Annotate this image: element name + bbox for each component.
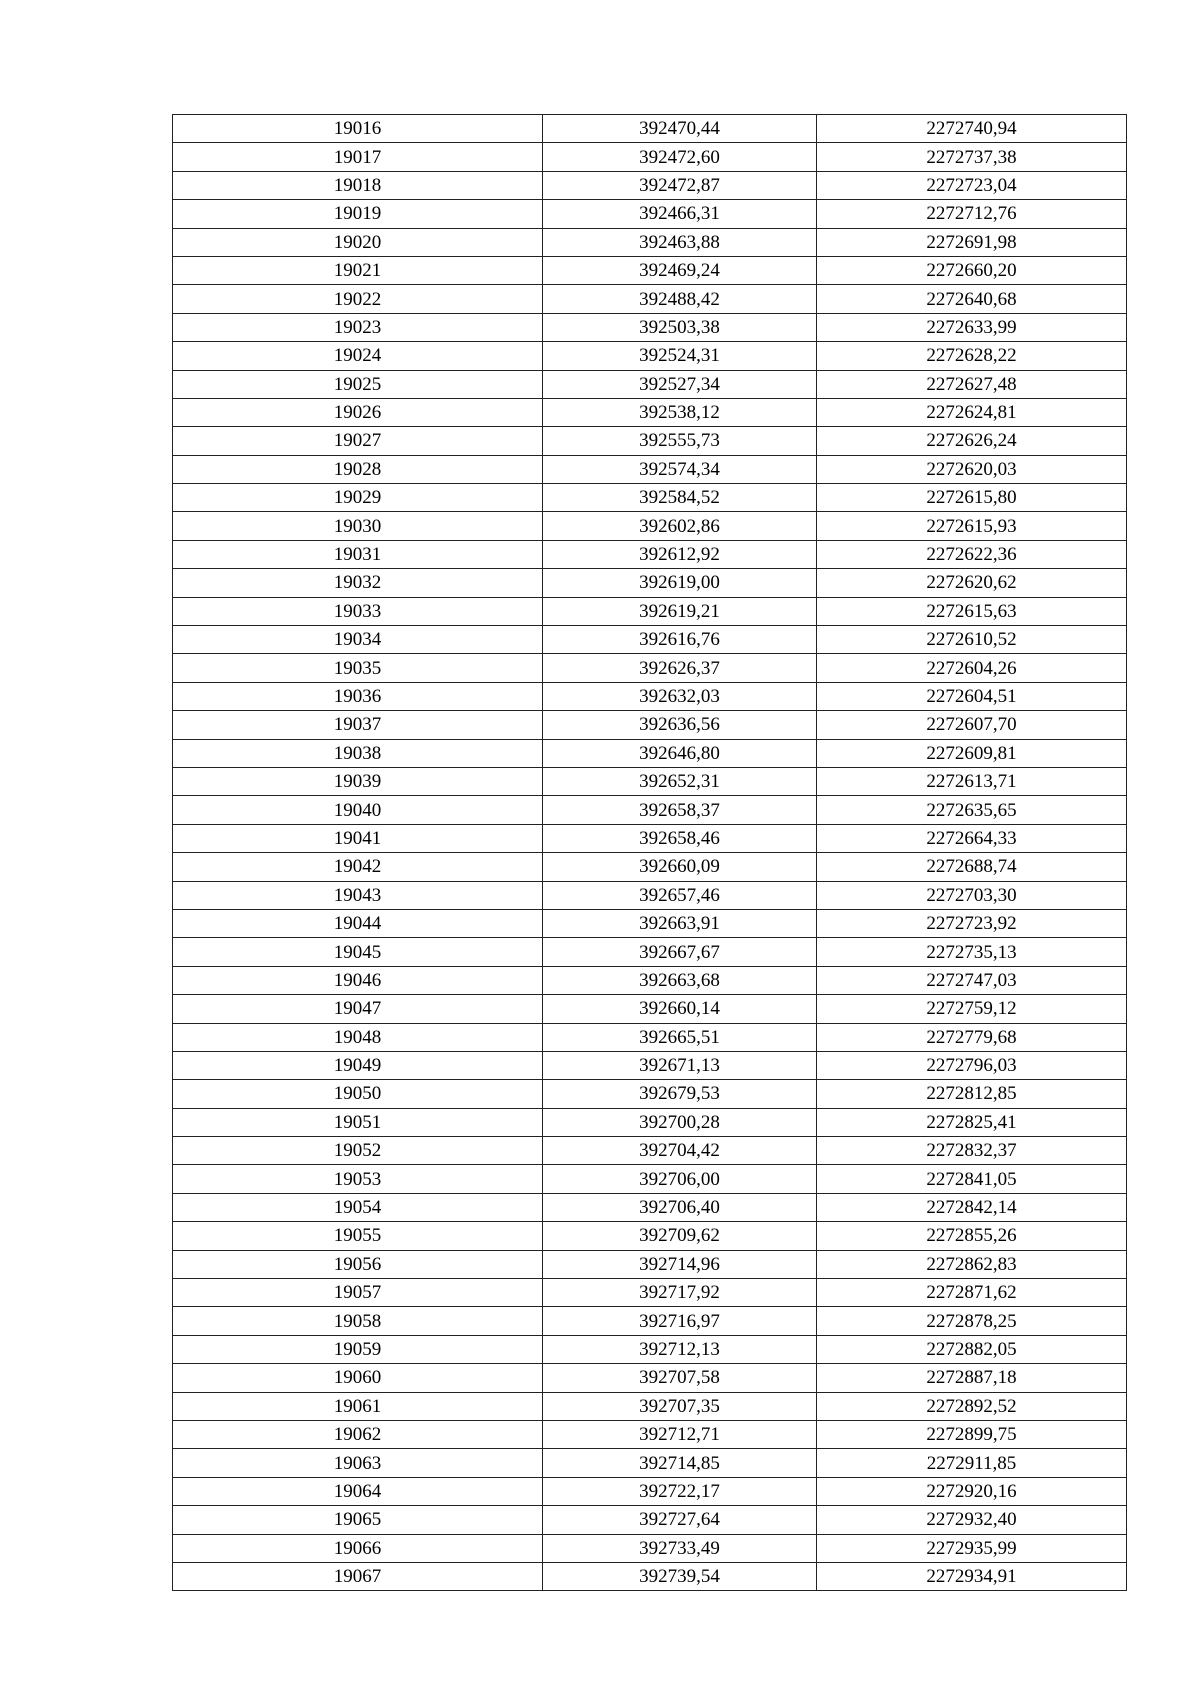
point-number-cell: 19026 xyxy=(173,398,543,426)
table-row xyxy=(173,1137,1127,1165)
table-row xyxy=(173,398,1127,426)
y-coordinate-cell: 2272796,03 xyxy=(817,1051,1127,1079)
y-coordinate-cell: 2272920,16 xyxy=(817,1477,1127,1505)
y-coordinate-cell: 2272624,81 xyxy=(817,398,1127,426)
point-number-cell: 19043 xyxy=(173,881,543,909)
point-number-cell: 19061 xyxy=(173,1392,543,1420)
y-coordinate-cell: 2272899,75 xyxy=(817,1420,1127,1448)
table-row xyxy=(173,909,1127,937)
y-coordinate-cell: 2272871,62 xyxy=(817,1279,1127,1307)
point-number-cell: 19016 xyxy=(173,115,543,143)
y-coordinate-cell: 2272628,22 xyxy=(817,342,1127,370)
point-number-cell: 19062 xyxy=(173,1420,543,1448)
point-number-cell: 19045 xyxy=(173,938,543,966)
x-coordinate-cell: 392503,38 xyxy=(543,313,817,341)
y-coordinate-cell: 2272934,91 xyxy=(817,1562,1127,1590)
table-row xyxy=(173,966,1127,994)
y-coordinate-cell: 2272615,80 xyxy=(817,484,1127,512)
x-coordinate-cell: 392714,85 xyxy=(543,1449,817,1477)
table-row xyxy=(173,767,1127,795)
x-coordinate-cell: 392716,97 xyxy=(543,1307,817,1335)
x-coordinate-cell: 392472,87 xyxy=(543,171,817,199)
table-row xyxy=(173,455,1127,483)
point-number-cell: 19053 xyxy=(173,1165,543,1193)
x-coordinate-cell: 392679,53 xyxy=(543,1080,817,1108)
table-row xyxy=(173,1250,1127,1278)
x-coordinate-cell: 392616,76 xyxy=(543,626,817,654)
x-coordinate-cell: 392727,64 xyxy=(543,1506,817,1534)
point-number-cell: 19051 xyxy=(173,1108,543,1136)
y-coordinate-cell: 2272842,14 xyxy=(817,1193,1127,1221)
x-coordinate-cell: 392712,13 xyxy=(543,1335,817,1363)
point-number-cell: 19023 xyxy=(173,313,543,341)
table-row xyxy=(173,853,1127,881)
x-coordinate-cell: 392660,09 xyxy=(543,853,817,881)
x-coordinate-cell: 392717,92 xyxy=(543,1279,817,1307)
x-coordinate-cell: 392619,21 xyxy=(543,597,817,625)
y-coordinate-cell: 2272688,74 xyxy=(817,853,1127,881)
y-coordinate-cell: 2272759,12 xyxy=(817,995,1127,1023)
table-row xyxy=(173,115,1127,143)
table-row xyxy=(173,739,1127,767)
y-coordinate-cell: 2272626,24 xyxy=(817,427,1127,455)
point-number-cell: 19067 xyxy=(173,1562,543,1590)
x-coordinate-cell: 392660,14 xyxy=(543,995,817,1023)
point-number-cell: 19048 xyxy=(173,1023,543,1051)
coordinates-table xyxy=(172,114,1127,1591)
point-number-cell: 19029 xyxy=(173,484,543,512)
y-coordinate-cell: 2272620,03 xyxy=(817,455,1127,483)
y-coordinate-cell: 2272604,26 xyxy=(817,654,1127,682)
table-row xyxy=(173,824,1127,852)
x-coordinate-cell: 392658,46 xyxy=(543,824,817,852)
x-coordinate-cell: 392538,12 xyxy=(543,398,817,426)
table-row xyxy=(173,1477,1127,1505)
point-number-cell: 19036 xyxy=(173,682,543,710)
x-coordinate-cell: 392700,28 xyxy=(543,1108,817,1136)
table-row xyxy=(173,995,1127,1023)
table-row xyxy=(173,484,1127,512)
point-number-cell: 19027 xyxy=(173,427,543,455)
table-row xyxy=(173,1023,1127,1051)
point-number-cell: 19064 xyxy=(173,1477,543,1505)
table-row xyxy=(173,1364,1127,1392)
x-coordinate-cell: 392469,24 xyxy=(543,256,817,284)
y-coordinate-cell: 2272723,04 xyxy=(817,171,1127,199)
point-number-cell: 19020 xyxy=(173,228,543,256)
x-coordinate-cell: 392714,96 xyxy=(543,1250,817,1278)
y-coordinate-cell: 2272892,52 xyxy=(817,1392,1127,1420)
y-coordinate-cell: 2272878,25 xyxy=(817,1307,1127,1335)
x-coordinate-cell: 392671,13 xyxy=(543,1051,817,1079)
point-number-cell: 19030 xyxy=(173,512,543,540)
point-number-cell: 19031 xyxy=(173,540,543,568)
y-coordinate-cell: 2272620,62 xyxy=(817,569,1127,597)
table-row xyxy=(173,256,1127,284)
point-number-cell: 19019 xyxy=(173,200,543,228)
table-row xyxy=(173,1307,1127,1335)
point-number-cell: 19034 xyxy=(173,626,543,654)
table-row xyxy=(173,1506,1127,1534)
table-row xyxy=(173,1193,1127,1221)
table-row xyxy=(173,313,1127,341)
y-coordinate-cell: 2272691,98 xyxy=(817,228,1127,256)
table-row xyxy=(173,342,1127,370)
x-coordinate-cell: 392626,37 xyxy=(543,654,817,682)
y-coordinate-cell: 2272615,63 xyxy=(817,597,1127,625)
point-number-cell: 19042 xyxy=(173,853,543,881)
y-coordinate-cell: 2272855,26 xyxy=(817,1222,1127,1250)
y-coordinate-cell: 2272703,30 xyxy=(817,881,1127,909)
x-coordinate-cell: 392739,54 xyxy=(543,1562,817,1590)
point-number-cell: 19037 xyxy=(173,711,543,739)
y-coordinate-cell: 2272887,18 xyxy=(817,1364,1127,1392)
point-number-cell: 19022 xyxy=(173,285,543,313)
x-coordinate-cell: 392667,67 xyxy=(543,938,817,966)
table-row xyxy=(173,1279,1127,1307)
table-row xyxy=(173,285,1127,313)
x-coordinate-cell: 392584,52 xyxy=(543,484,817,512)
y-coordinate-cell: 2272635,65 xyxy=(817,796,1127,824)
table-row xyxy=(173,1051,1127,1079)
y-coordinate-cell: 2272735,13 xyxy=(817,938,1127,966)
y-coordinate-cell: 2272911,85 xyxy=(817,1449,1127,1477)
point-number-cell: 19060 xyxy=(173,1364,543,1392)
x-coordinate-cell: 392524,31 xyxy=(543,342,817,370)
y-coordinate-cell: 2272935,99 xyxy=(817,1534,1127,1562)
point-number-cell: 19035 xyxy=(173,654,543,682)
y-coordinate-cell: 2272640,68 xyxy=(817,285,1127,313)
y-coordinate-cell: 2272723,92 xyxy=(817,909,1127,937)
point-number-cell: 19046 xyxy=(173,966,543,994)
table-row xyxy=(173,796,1127,824)
y-coordinate-cell: 2272737,38 xyxy=(817,143,1127,171)
table-row xyxy=(173,1534,1127,1562)
point-number-cell: 19054 xyxy=(173,1193,543,1221)
table-row xyxy=(173,626,1127,654)
point-number-cell: 19047 xyxy=(173,995,543,1023)
coordinates-table-body xyxy=(173,115,1127,1591)
x-coordinate-cell: 392466,31 xyxy=(543,200,817,228)
point-number-cell: 19052 xyxy=(173,1137,543,1165)
x-coordinate-cell: 392555,73 xyxy=(543,427,817,455)
point-number-cell: 19056 xyxy=(173,1250,543,1278)
x-coordinate-cell: 392472,60 xyxy=(543,143,817,171)
x-coordinate-cell: 392709,62 xyxy=(543,1222,817,1250)
x-coordinate-cell: 392712,71 xyxy=(543,1420,817,1448)
y-coordinate-cell: 2272740,94 xyxy=(817,115,1127,143)
table-row xyxy=(173,654,1127,682)
x-coordinate-cell: 392722,17 xyxy=(543,1477,817,1505)
point-number-cell: 19055 xyxy=(173,1222,543,1250)
point-number-cell: 19033 xyxy=(173,597,543,625)
y-coordinate-cell: 2272615,93 xyxy=(817,512,1127,540)
x-coordinate-cell: 392470,44 xyxy=(543,115,817,143)
x-coordinate-cell: 392663,68 xyxy=(543,966,817,994)
point-number-cell: 19063 xyxy=(173,1449,543,1477)
x-coordinate-cell: 392706,40 xyxy=(543,1193,817,1221)
point-number-cell: 19057 xyxy=(173,1279,543,1307)
y-coordinate-cell: 2272604,51 xyxy=(817,682,1127,710)
table-row xyxy=(173,370,1127,398)
table-row xyxy=(173,597,1127,625)
x-coordinate-cell: 392612,92 xyxy=(543,540,817,568)
point-number-cell: 19039 xyxy=(173,767,543,795)
y-coordinate-cell: 2272622,36 xyxy=(817,540,1127,568)
y-coordinate-cell: 2272812,85 xyxy=(817,1080,1127,1108)
table-row xyxy=(173,143,1127,171)
y-coordinate-cell: 2272832,37 xyxy=(817,1137,1127,1165)
table-row xyxy=(173,1165,1127,1193)
y-coordinate-cell: 2272664,33 xyxy=(817,824,1127,852)
y-coordinate-cell: 2272862,83 xyxy=(817,1250,1127,1278)
x-coordinate-cell: 392658,37 xyxy=(543,796,817,824)
x-coordinate-cell: 392657,46 xyxy=(543,881,817,909)
x-coordinate-cell: 392527,34 xyxy=(543,370,817,398)
x-coordinate-cell: 392652,31 xyxy=(543,767,817,795)
point-number-cell: 19041 xyxy=(173,824,543,852)
point-number-cell: 19049 xyxy=(173,1051,543,1079)
table-row xyxy=(173,938,1127,966)
point-number-cell: 19032 xyxy=(173,569,543,597)
point-number-cell: 19018 xyxy=(173,171,543,199)
x-coordinate-cell: 392704,42 xyxy=(543,1137,817,1165)
y-coordinate-cell: 2272627,48 xyxy=(817,370,1127,398)
y-coordinate-cell: 2272747,03 xyxy=(817,966,1127,994)
table-row xyxy=(173,200,1127,228)
y-coordinate-cell: 2272633,99 xyxy=(817,313,1127,341)
x-coordinate-cell: 392706,00 xyxy=(543,1165,817,1193)
table-row xyxy=(173,540,1127,568)
point-number-cell: 19028 xyxy=(173,455,543,483)
table-row xyxy=(173,1335,1127,1363)
point-number-cell: 19040 xyxy=(173,796,543,824)
table-row xyxy=(173,711,1127,739)
table-row xyxy=(173,512,1127,540)
x-coordinate-cell: 392602,86 xyxy=(543,512,817,540)
x-coordinate-cell: 392619,00 xyxy=(543,569,817,597)
x-coordinate-cell: 392463,88 xyxy=(543,228,817,256)
x-coordinate-cell: 392636,56 xyxy=(543,711,817,739)
x-coordinate-cell: 392707,35 xyxy=(543,1392,817,1420)
y-coordinate-cell: 2272825,41 xyxy=(817,1108,1127,1136)
table-row xyxy=(173,1420,1127,1448)
x-coordinate-cell: 392707,58 xyxy=(543,1364,817,1392)
point-number-cell: 19025 xyxy=(173,370,543,398)
point-number-cell: 19050 xyxy=(173,1080,543,1108)
point-number-cell: 19044 xyxy=(173,909,543,937)
x-coordinate-cell: 392488,42 xyxy=(543,285,817,313)
x-coordinate-cell: 392663,91 xyxy=(543,909,817,937)
table-row xyxy=(173,1449,1127,1477)
x-coordinate-cell: 392665,51 xyxy=(543,1023,817,1051)
y-coordinate-cell: 2272607,70 xyxy=(817,711,1127,739)
table-row xyxy=(173,1562,1127,1590)
point-number-cell: 19024 xyxy=(173,342,543,370)
table-row xyxy=(173,1080,1127,1108)
table-row xyxy=(173,1392,1127,1420)
point-number-cell: 19066 xyxy=(173,1534,543,1562)
point-number-cell: 19038 xyxy=(173,739,543,767)
point-number-cell: 19059 xyxy=(173,1335,543,1363)
table-row xyxy=(173,881,1127,909)
point-number-cell: 19017 xyxy=(173,143,543,171)
y-coordinate-cell: 2272882,05 xyxy=(817,1335,1127,1363)
x-coordinate-cell: 392733,49 xyxy=(543,1534,817,1562)
table-row xyxy=(173,682,1127,710)
y-coordinate-cell: 2272841,05 xyxy=(817,1165,1127,1193)
y-coordinate-cell: 2272610,52 xyxy=(817,626,1127,654)
x-coordinate-cell: 392632,03 xyxy=(543,682,817,710)
y-coordinate-cell: 2272779,68 xyxy=(817,1023,1127,1051)
y-coordinate-cell: 2272613,71 xyxy=(817,767,1127,795)
y-coordinate-cell: 2272712,76 xyxy=(817,200,1127,228)
point-number-cell: 19058 xyxy=(173,1307,543,1335)
table-row xyxy=(173,1108,1127,1136)
table-row xyxy=(173,1222,1127,1250)
x-coordinate-cell: 392646,80 xyxy=(543,739,817,767)
table-row xyxy=(173,228,1127,256)
y-coordinate-cell: 2272609,81 xyxy=(817,739,1127,767)
x-coordinate-cell: 392574,34 xyxy=(543,455,817,483)
table-row xyxy=(173,427,1127,455)
y-coordinate-cell: 2272660,20 xyxy=(817,256,1127,284)
point-number-cell: 19065 xyxy=(173,1506,543,1534)
point-number-cell: 19021 xyxy=(173,256,543,284)
y-coordinate-cell: 2272932,40 xyxy=(817,1506,1127,1534)
table-row xyxy=(173,569,1127,597)
table-row xyxy=(173,171,1127,199)
